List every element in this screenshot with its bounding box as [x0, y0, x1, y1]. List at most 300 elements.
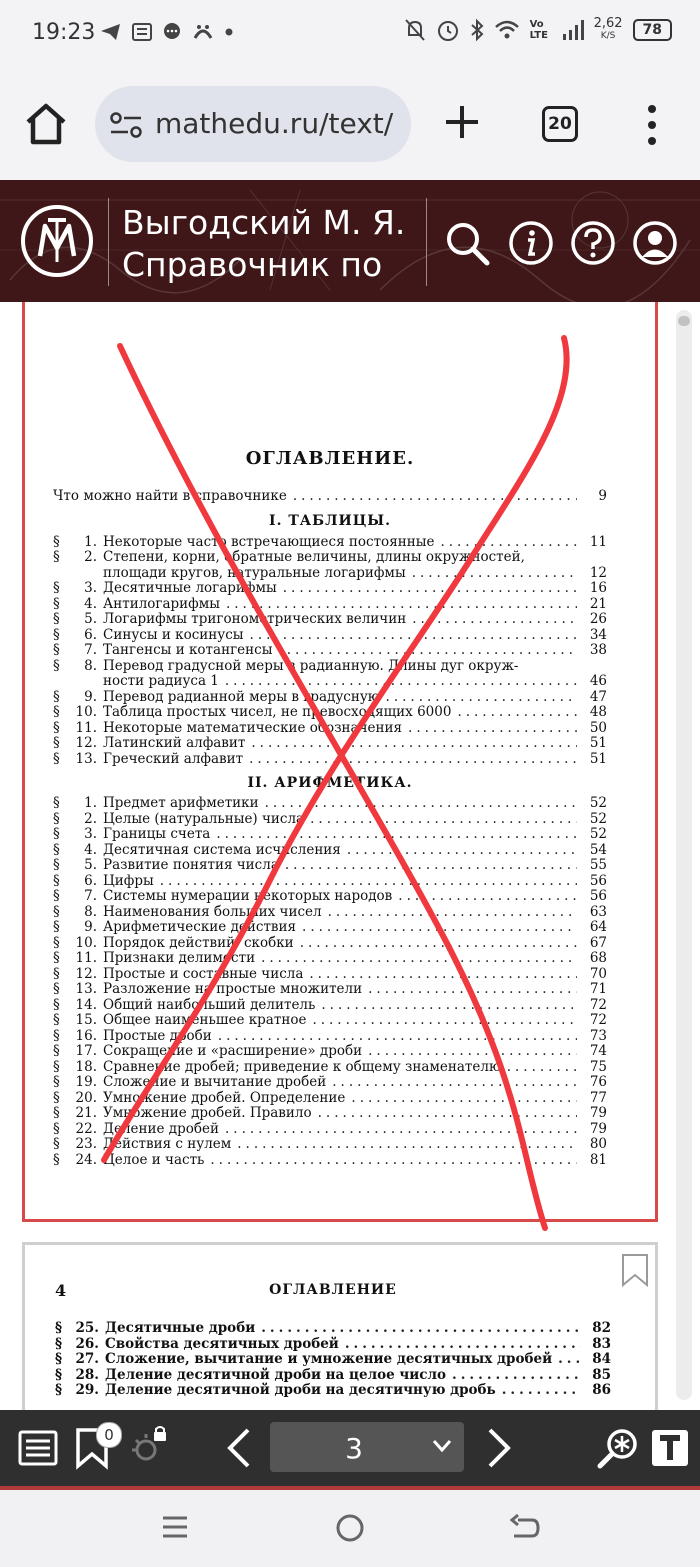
- toc-entry-number: 27.: [75, 1351, 99, 1367]
- signal-icon: [562, 19, 584, 41]
- toc-entry-title: Умножение дробей. Правило: [103, 1105, 312, 1121]
- section-sign: §: [53, 642, 60, 658]
- toc-heading: ОГЛАВЛЕНИЕ: [269, 1282, 397, 1298]
- toc-leader: [249, 752, 577, 768]
- section-sign: §: [53, 1151, 60, 1168]
- toc-entry-page: 56: [589, 872, 607, 889]
- toc-entry-page: 50: [589, 719, 607, 736]
- toc-entry-number: 4.: [84, 595, 97, 612]
- toc-entry-page: 71: [589, 981, 607, 997]
- toc-entry-title: Деление десятичной дроби на целое число: [105, 1366, 447, 1383]
- toc-entry-number: 6.: [84, 872, 97, 889]
- toc-entry-number: 3.: [84, 580, 97, 596]
- toc-entry-page: 52: [589, 810, 607, 827]
- toc-leader: [386, 690, 577, 706]
- section-sign: §: [53, 1043, 60, 1059]
- app-icon: [192, 22, 214, 42]
- home-icon[interactable]: [22, 100, 70, 148]
- current-page[interactable]: 3: [345, 1432, 363, 1465]
- section-sign: §: [53, 580, 60, 596]
- toc-entry-number: 29.: [75, 1382, 99, 1398]
- toc-leader: [412, 566, 577, 582]
- toc-leader: [351, 1091, 577, 1107]
- toc-entry[interactable]: [53, 936, 607, 952]
- table-of-contents-icon[interactable]: [16, 1426, 60, 1470]
- toc-entry[interactable]: [53, 1060, 607, 1076]
- toc-entry-number: 24.: [75, 1151, 97, 1168]
- section-sign: §: [53, 688, 60, 705]
- toc-entry-page: 12: [589, 564, 607, 581]
- toc-entry-title: Предмет арифметики: [103, 795, 259, 811]
- section-sign: §: [53, 996, 60, 1013]
- toc-entry-title: Системы нумерации некоторых народов: [103, 888, 393, 904]
- section-sign: §: [53, 735, 60, 751]
- toc-entry[interactable]: [53, 1013, 607, 1029]
- section-sign: §: [53, 857, 60, 873]
- url-bar[interactable]: [95, 86, 411, 162]
- toc-leader: [210, 1153, 577, 1169]
- toc-entry-title: Сравнение дробей; приведение к общему знаменателю: [103, 1058, 501, 1075]
- section-sign: §: [53, 841, 60, 858]
- section-sign: §: [53, 1089, 60, 1106]
- toc-leader: [261, 951, 577, 967]
- toc-leader: [309, 967, 577, 983]
- alarm-icon: [436, 18, 460, 42]
- toc-leader: [558, 1352, 581, 1368]
- toc-entry[interactable]: [53, 827, 607, 843]
- toc-entry-page: 34: [589, 626, 607, 643]
- toc-entry-number: 26.: [75, 1335, 99, 1352]
- new-tab-icon[interactable]: [440, 100, 484, 144]
- toc-entry[interactable]: [53, 1091, 607, 1107]
- toc-entry-title: Общее наименьшее кратное: [103, 1012, 307, 1028]
- toc-leader: [321, 998, 577, 1014]
- toc-page-3: [53, 448, 607, 1168]
- toc-entry[interactable]: [55, 1383, 611, 1399]
- toc-entry-page: 54: [589, 841, 607, 858]
- back-nav-icon[interactable]: [508, 1512, 540, 1544]
- toc-entry[interactable]: [55, 1337, 611, 1353]
- bookmark-page-icon[interactable]: [621, 1253, 649, 1287]
- toc-entry-page: 86: [592, 1382, 611, 1398]
- toc-entry[interactable]: [53, 1075, 607, 1091]
- toc-leader: [261, 1321, 581, 1337]
- more-menu-icon[interactable]: [642, 104, 662, 146]
- section-sign: §: [55, 1335, 63, 1352]
- section-sign: §: [55, 1320, 63, 1336]
- toc-part2-title: II. АРИФМЕТИКА.: [247, 775, 413, 791]
- toc-entry-page: 64: [589, 919, 607, 935]
- toc-leader: [302, 920, 577, 936]
- toc-entry-page: 79: [589, 1105, 607, 1121]
- toc-entry[interactable]: [53, 1122, 607, 1138]
- toc-leader: [283, 581, 577, 597]
- toc-entry-number: 10.: [75, 934, 97, 951]
- toc-leader: [216, 827, 577, 843]
- toc-entry-number: 5.: [84, 857, 97, 873]
- toc-entry-number: 1.: [84, 795, 97, 811]
- section-sign: §: [53, 1027, 60, 1044]
- toc-leader: [310, 812, 577, 828]
- bluetooth-icon: [470, 18, 484, 42]
- toc-intro-row[interactable]: Что можно найти в справочнике ..... 9: [53, 489, 607, 505]
- toc-leader: [440, 535, 577, 551]
- toc-leader: [347, 843, 577, 859]
- toc-entry[interactable]: [53, 705, 607, 721]
- toc-entry[interactable]: [53, 905, 607, 921]
- section-sign: §: [53, 719, 60, 736]
- section-sign: §: [53, 626, 60, 643]
- header-divider: [108, 198, 109, 286]
- toc-leader: [452, 1368, 581, 1384]
- toc-entry-number: 13.: [75, 750, 97, 767]
- toc-entry[interactable]: [53, 550, 607, 566]
- toc-entry-number: 9.: [84, 919, 97, 935]
- toc-entry-number: 2.: [84, 810, 97, 827]
- section-sign: §: [53, 1058, 60, 1075]
- toc-entry-page: 80: [589, 1136, 607, 1152]
- page-4-header: [55, 1281, 611, 1303]
- toc-leader: [412, 612, 577, 628]
- toc-entry[interactable]: [53, 628, 607, 644]
- toc-entry-title: Действия с нулем: [103, 1136, 232, 1152]
- home-nav-icon[interactable]: [334, 1512, 366, 1544]
- search-icon[interactable]: [444, 220, 490, 266]
- toc-entry-title: Арифметические действия: [103, 919, 297, 935]
- bookmark-count-badge: 0: [96, 1422, 122, 1448]
- network-speed: 2,62 K/S: [593, 16, 623, 41]
- toc-entry[interactable]: [53, 736, 607, 752]
- site-logo-icon[interactable]: [20, 204, 94, 278]
- toc-leader: [398, 889, 577, 905]
- toc-entry-title: Тангенсы и котангенсы: [103, 642, 273, 658]
- toc-entry[interactable]: [53, 843, 607, 859]
- info-icon[interactable]: [508, 220, 554, 266]
- section-sign: §: [55, 1366, 63, 1383]
- toc-leader: [250, 628, 577, 644]
- toc-entry-title: Развитие понятия числа: [103, 857, 279, 873]
- toc-entry-number: 4.: [84, 841, 97, 858]
- toc-entry-page: 67: [589, 934, 607, 951]
- toc-entry-title: Синусы и косинусы: [103, 626, 244, 643]
- toc-leader: [457, 705, 577, 721]
- toc-entry[interactable]: [53, 1106, 607, 1122]
- viewer-scroll-thumb[interactable]: [678, 316, 690, 326]
- toc-entry-page: 55: [589, 857, 607, 873]
- toc-entry-number: 8.: [84, 657, 97, 674]
- search-in-text-icon[interactable]: [596, 1426, 640, 1470]
- toc-entry-page: 21: [589, 595, 607, 612]
- toc-entry-title: Умножение дробей. Определение: [103, 1089, 346, 1106]
- toc-entry[interactable]: [53, 721, 607, 737]
- toc-entry-page: 83: [592, 1335, 611, 1352]
- toc-entry-number: 11.: [75, 719, 97, 736]
- toc-leader: [368, 982, 577, 998]
- toc-entry[interactable]: [53, 1029, 607, 1045]
- toc-leader: [285, 858, 577, 874]
- toc-entry-number: 3.: [84, 826, 97, 842]
- toc-entry-title: Десятичные логарифмы: [103, 580, 277, 596]
- toc-leader: [225, 1122, 577, 1138]
- toc-entry-title: Десятичная система исчисления: [103, 841, 341, 858]
- toc-entry[interactable]: [53, 597, 607, 613]
- user-account-icon[interactable]: [632, 220, 678, 266]
- section-sign: §: [53, 965, 60, 982]
- toc-entry-page: 56: [589, 888, 607, 904]
- toc-entry-number: 9.: [84, 688, 97, 705]
- status-notification-icons: [100, 22, 234, 42]
- section-sign: §: [53, 1105, 60, 1121]
- section-sign: §: [53, 934, 60, 951]
- toc-entry-title: Простые дроби: [103, 1027, 212, 1044]
- toc-entry-page: 47: [589, 688, 607, 705]
- toc-page-4: [55, 1281, 611, 1399]
- toc-entry[interactable]: [53, 612, 607, 628]
- toc-entry-number: 13.: [75, 981, 97, 997]
- toc-leader: [251, 736, 577, 752]
- toc-entry-title: Логарифмы тригонометрических величин: [103, 611, 407, 627]
- mute-bell-icon: [404, 18, 426, 42]
- toc-entry[interactable]: [53, 858, 607, 874]
- section-sign: §: [53, 611, 60, 627]
- viewer-scrollbar[interactable]: [676, 310, 692, 1400]
- recent-apps-icon[interactable]: [160, 1512, 190, 1542]
- toc-entry[interactable]: [53, 889, 607, 905]
- chat-icon: [162, 22, 182, 42]
- section-sign: §: [53, 533, 60, 550]
- toc-entry-page: 85: [592, 1366, 611, 1383]
- section-sign: §: [53, 1120, 60, 1137]
- toc-leader: [328, 905, 577, 921]
- toc-entry[interactable]: [53, 812, 607, 828]
- toc-entry-number: 22.: [75, 1120, 97, 1137]
- toc-entry-number: 12.: [75, 965, 97, 982]
- toc-entry-title: Границы счета: [103, 826, 211, 842]
- toc-entry[interactable]: [53, 1153, 607, 1169]
- toc-entry-page: 51: [589, 750, 607, 767]
- section-sign: §: [53, 826, 60, 842]
- section-sign: §: [53, 595, 60, 612]
- toc-entry[interactable]: [53, 752, 607, 768]
- toc-entry-page: 52: [589, 826, 607, 842]
- toc-entry-number: 16.: [75, 1027, 97, 1044]
- toc-entry-number: 19.: [75, 1074, 97, 1090]
- toc-entry[interactable]: [55, 1321, 611, 1337]
- toc-part1-list: [53, 535, 607, 768]
- toc-entry[interactable]: [53, 874, 607, 890]
- toc-entry-page: 48: [589, 704, 607, 720]
- toc-entry-title: ности радиуса 1: [103, 673, 219, 689]
- section-sign: §: [53, 903, 60, 920]
- toc-entry[interactable]: [55, 1352, 611, 1368]
- toc-leader: [368, 1044, 577, 1060]
- toc-leader: [312, 1013, 577, 1029]
- toc-entry-title: Общий наибольший делитель: [103, 996, 316, 1013]
- toc-entry-page: 52: [589, 795, 607, 811]
- toc-entry-title: Свойства десятичных дробей: [105, 1335, 339, 1352]
- section-sign: §: [53, 1012, 60, 1028]
- toc-entry-number: 12.: [75, 735, 97, 751]
- toc-leader: [318, 1106, 577, 1122]
- toc-entry-page: 16: [589, 580, 607, 596]
- toc-entry-title: Разложение на простые множители: [103, 981, 363, 997]
- section-sign: §: [53, 872, 60, 889]
- tab-switcher-button[interactable]: 20: [542, 106, 578, 142]
- toc-entry[interactable]: [53, 1137, 607, 1153]
- toc-entry[interactable]: [53, 659, 607, 675]
- toc-entry-page: 46: [589, 673, 607, 689]
- toc-entry-title: Сложение и вычитание дробей: [103, 1074, 327, 1090]
- more-notifications-icon: [224, 27, 234, 37]
- toc-entry-title: Деление дробей: [103, 1120, 220, 1137]
- section-sign: §: [53, 1136, 60, 1152]
- toc-entry-title: площади кругов, натуральные логарифмы: [103, 564, 406, 581]
- toc-entry[interactable]: [53, 951, 607, 967]
- system-navigation-bar: [0, 1490, 700, 1567]
- section-sign: §: [55, 1382, 63, 1398]
- toc-entry-page: 11: [589, 533, 607, 550]
- toc-entry-title: Сокращение и «расширение» дроби: [103, 1043, 363, 1059]
- brightness-locked-icon: [128, 1426, 172, 1470]
- status-system-icons: [404, 18, 672, 42]
- toc-entry[interactable]: [53, 998, 607, 1014]
- toc-entry-title: Таблица простых чисел, не превосходящих 6000: [103, 704, 452, 720]
- toc-entry-page: 26: [589, 611, 607, 627]
- browser-toolbar: [0, 70, 700, 180]
- toc-leader: [507, 1060, 577, 1076]
- site-header: [0, 180, 700, 302]
- book-page-3: [22, 302, 658, 1222]
- toc-entry-number: 25.: [75, 1320, 99, 1336]
- toc-entry-number: 21.: [75, 1105, 97, 1121]
- toc-entry-title: Простые и составные числа: [103, 965, 304, 982]
- toc-entry-number: 18.: [75, 1058, 97, 1075]
- toc-entry-page: 84: [592, 1351, 611, 1367]
- book-title: Выгодский М. Я. Справочник по: [122, 203, 406, 284]
- toc-entry[interactable]: [53, 566, 607, 582]
- toc-entry-page: 77: [589, 1089, 607, 1106]
- toc-entry-title: Цифры: [103, 872, 154, 889]
- toc-entry-title: Некоторые математические обозначения: [103, 719, 403, 736]
- toc-part2-list: [53, 796, 607, 1168]
- toc-entry[interactable]: [53, 690, 607, 706]
- section-sign: §: [53, 795, 60, 811]
- toc-entry[interactable]: [55, 1368, 611, 1384]
- help-icon[interactable]: [570, 220, 616, 266]
- toc-entry-number: 5.: [84, 611, 97, 627]
- network-type: Vo LTE: [529, 19, 548, 41]
- toc-leader: [226, 597, 577, 613]
- toc-entry-title: Греческий алфавит: [103, 750, 244, 767]
- toc-leader: [345, 1337, 581, 1353]
- toc-entry-number: 7.: [84, 642, 97, 658]
- toc-entry-number: 8.: [84, 903, 97, 920]
- toc-entry-page: 81: [589, 1151, 607, 1168]
- toc-entry[interactable]: [53, 581, 607, 597]
- page-number-select[interactable]: [270, 1422, 464, 1472]
- toc-entry-number: 7.: [84, 888, 97, 904]
- toc-entry-number: 2.: [84, 549, 97, 565]
- toc-entry-number: 23.: [75, 1136, 97, 1152]
- toc-entry-page: 68: [589, 950, 607, 966]
- url-text[interactable]: mathedu.ru/text/: [155, 107, 394, 140]
- toc-leader: [237, 1137, 577, 1153]
- news-icon: [132, 23, 152, 41]
- telegram-icon: [100, 22, 122, 42]
- toc-entry[interactable]: [53, 982, 607, 998]
- toc-entry-page: 38: [589, 642, 607, 658]
- toc-entry-page: 75: [589, 1058, 607, 1075]
- status-bar: [0, 0, 700, 70]
- toc-entry[interactable]: [53, 674, 607, 690]
- toc-entry[interactable]: [53, 920, 607, 936]
- toc-entry-title: Латинский алфавит: [103, 735, 246, 751]
- section-sign: §: [53, 657, 60, 674]
- text-mode-icon[interactable]: [650, 1426, 690, 1470]
- toc-entry-number: 10.: [75, 704, 97, 720]
- toc-entry-page: 70: [589, 965, 607, 982]
- toc-entry-title: Целое и часть: [103, 1151, 205, 1168]
- toc-entry-number: 15.: [75, 1012, 97, 1028]
- section-sign: §: [53, 950, 60, 966]
- toc-entry-page: 82: [592, 1320, 611, 1336]
- previous-page-icon[interactable]: [218, 1426, 262, 1470]
- toc-entry[interactable]: [53, 1044, 607, 1060]
- book-page-4: [22, 1242, 658, 1412]
- toc-entry-title: Перевод градусной меры в радианную. Длины дуг окруж-: [103, 657, 519, 674]
- toc-leader: [218, 1029, 577, 1045]
- toc-entry-page: 76: [589, 1074, 607, 1090]
- toc-entry-number: 17.: [75, 1043, 97, 1059]
- section-sign: §: [53, 919, 60, 935]
- toc-leader: [160, 874, 577, 890]
- toc-entry[interactable]: [53, 643, 607, 659]
- toc-entry-page: 72: [589, 996, 607, 1013]
- toc-leader: [502, 1383, 581, 1399]
- toc-entry-title: Порядок действий; скобки: [103, 934, 294, 951]
- toc-entry-number: 1.: [84, 533, 97, 550]
- toc-leader: [332, 1075, 577, 1091]
- toc-entry-title: Деление десятичной дроби на десятичную дробь: [105, 1382, 496, 1398]
- toc-entry[interactable]: [53, 967, 607, 983]
- site-settings-icon[interactable]: [109, 112, 143, 138]
- toc-part1-title: I. ТАБЛИЦЫ.: [269, 512, 391, 529]
- section-sign: §: [53, 810, 60, 827]
- status-time: 19:23: [32, 20, 96, 45]
- section-sign: §: [53, 981, 60, 997]
- toc-entry[interactable]: [53, 535, 607, 551]
- toc-entry[interactable]: [53, 796, 607, 812]
- next-page-icon[interactable]: [476, 1426, 520, 1470]
- header-divider: [426, 198, 427, 286]
- toc-leader: [225, 674, 577, 690]
- toc-entry-title: Десятичные дроби: [105, 1320, 256, 1336]
- section-sign: §: [53, 549, 60, 565]
- toc-heading: ОГЛАВЛЕНИЕ.: [245, 448, 415, 469]
- toc-entry-page: 72: [589, 1012, 607, 1028]
- toc-page-4-list: [55, 1321, 611, 1399]
- toc-entry-title: Сложение, вычитание и умножение десятичных дробей: [105, 1351, 553, 1367]
- toc-leader: [408, 721, 577, 737]
- battery-indicator: 78: [633, 19, 672, 41]
- toc-entry-number: 6.: [84, 626, 97, 643]
- toc-entry-number: 11.: [75, 950, 97, 966]
- section-sign: §: [53, 1074, 60, 1090]
- page-number: 4: [55, 1281, 67, 1300]
- chevron-down-icon: [432, 1439, 452, 1453]
- toc-entry-title: Перевод радианной меры в градусную: [103, 688, 380, 705]
- wifi-icon: [494, 19, 520, 41]
